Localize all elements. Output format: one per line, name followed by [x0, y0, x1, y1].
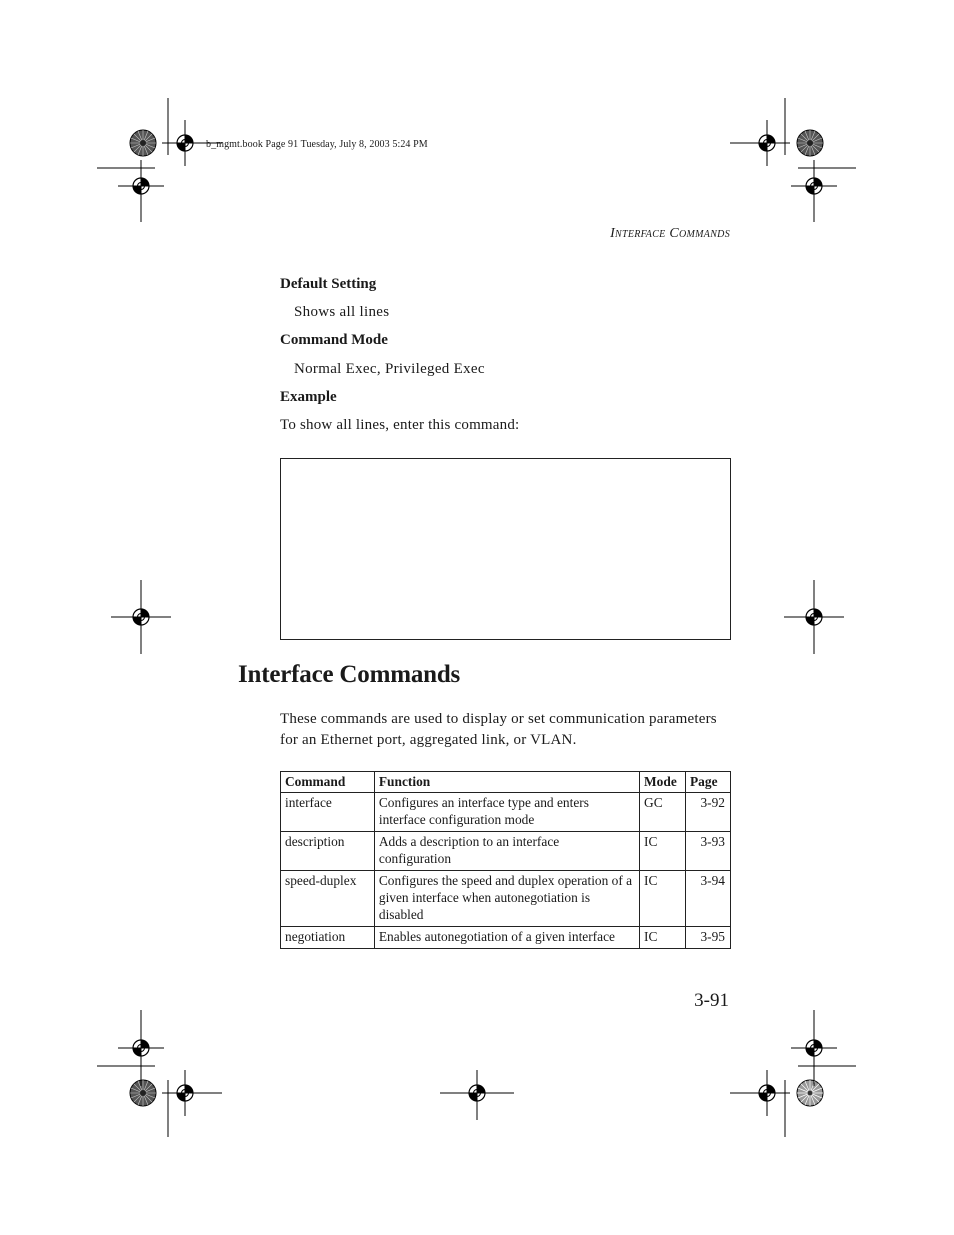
cell-page: 3-95 — [686, 927, 731, 949]
example-code-box — [280, 458, 731, 640]
cell-page: 3-93 — [686, 832, 731, 871]
registration-dial-icon — [130, 1080, 156, 1106]
registration-dial-icon — [130, 130, 156, 156]
command-mode-label: Command Mode — [280, 332, 388, 348]
running-head: Interface Commands — [610, 226, 730, 241]
cell-mode: IC — [640, 871, 686, 927]
intro-paragraph: These commands are used to display or set communication parameters for an Ethernet port, aggregated link, or VLAN. — [280, 711, 717, 748]
cell-page: 3-92 — [686, 793, 731, 832]
cell-page: 3-94 — [686, 871, 731, 927]
cell-function: Configures an interface type and enters interface configuration mode — [374, 793, 639, 832]
section-heading: Interface Commands — [238, 661, 461, 688]
example-label: Example — [280, 389, 337, 405]
cell-command: negotiation — [281, 927, 375, 949]
cell-function: Enables autonegotiation of a given interface — [374, 927, 639, 949]
cell-command: speed-duplex — [281, 871, 375, 927]
registration-dial-icon — [797, 1080, 823, 1106]
cell-command: description — [281, 832, 375, 871]
cell-command: interface — [281, 793, 375, 832]
command-table — [280, 771, 731, 949]
page-number: 3-91 — [694, 990, 729, 1011]
table-row — [281, 793, 731, 832]
cell-mode: IC — [640, 927, 686, 949]
print-slug: b_mgmt.book Page 91 Tuesday, July 8, 2003 5:24 PM — [206, 139, 428, 150]
cell-function: Adds a description to an interface configuration — [374, 832, 639, 871]
column-header-page: Page — [686, 772, 731, 793]
table-row — [281, 927, 731, 949]
cell-mode: GC — [640, 793, 686, 832]
registration-dial-icon — [797, 130, 823, 156]
column-header-mode: Mode — [640, 772, 686, 793]
cell-mode: IC — [640, 832, 686, 871]
default-setting-value: Shows all lines — [294, 304, 390, 320]
table-row — [281, 871, 731, 927]
default-setting-label: Default Setting — [280, 276, 377, 292]
column-header-command: Command — [281, 772, 375, 793]
example-text: To show all lines, enter this command: — [280, 417, 520, 433]
command-mode-value: Normal Exec, Privileged Exec — [294, 361, 485, 377]
cell-function: Configures the speed and duplex operation of a given interface when autonegotiation is disabled — [374, 871, 639, 927]
table-header-row — [281, 772, 731, 793]
table-row — [281, 832, 731, 871]
column-header-function: Function — [374, 772, 639, 793]
